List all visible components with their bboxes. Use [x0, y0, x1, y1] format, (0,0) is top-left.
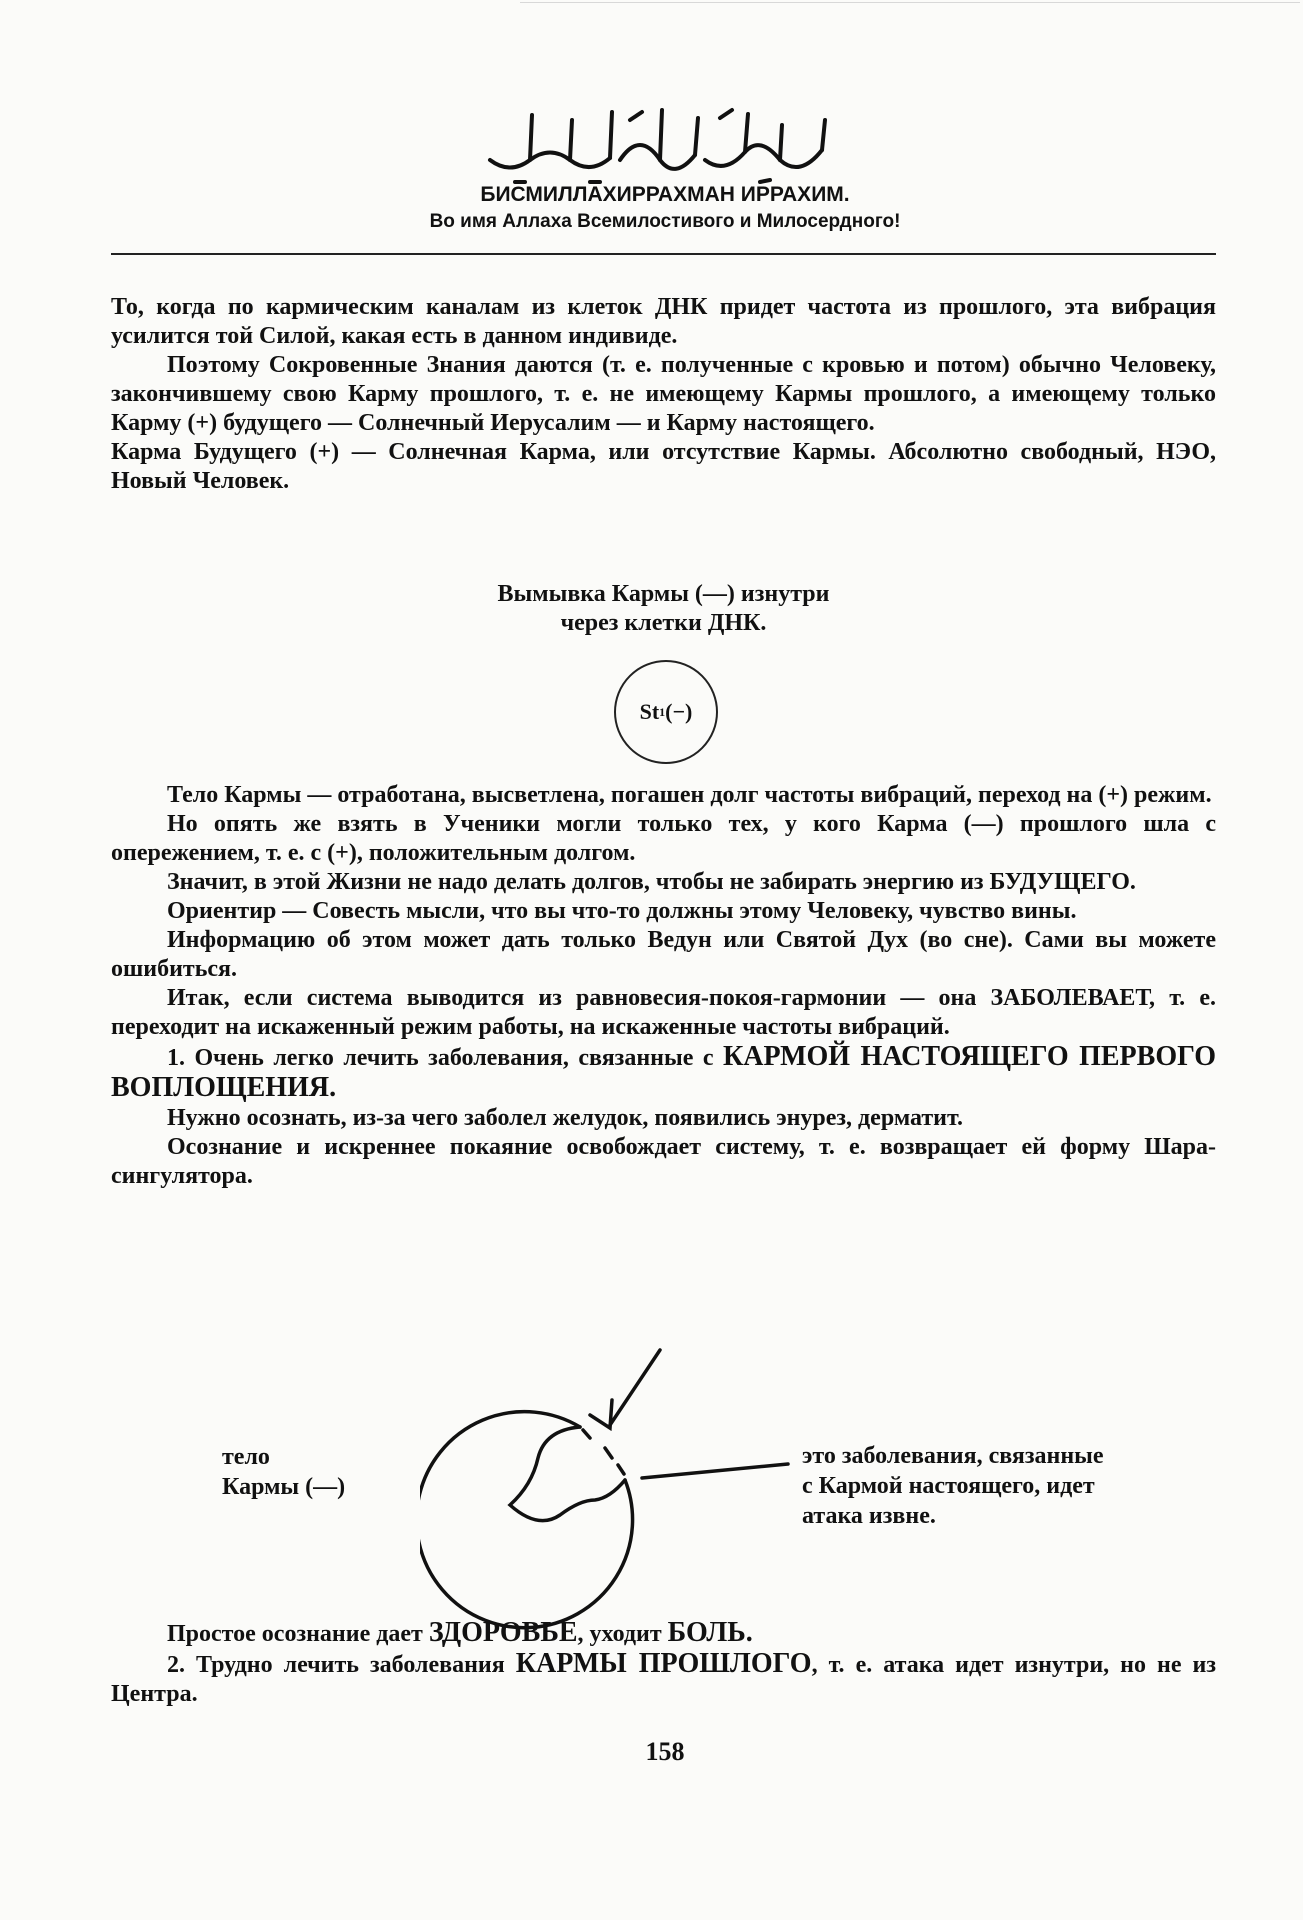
section-subheading	[111, 580, 1216, 638]
circle-label-base: St	[639, 699, 660, 724]
paragraph: Но опять же взять в Ученики могли только тех, у кого Карма (—) прошлого шла с опережением, т. е. с (+), положительным долгом.	[111, 811, 1216, 866]
diagram-label-right	[802, 1441, 1104, 1531]
paragraph: То, когда по кармическим каналам из клеток ДНК придет частота из прошлого, эта вибрация усилится той Силой, какая есть в данном индивиде.	[111, 294, 1216, 349]
section-1	[111, 293, 1216, 496]
text-run: , т. е. атака идет изнутри, но не из Центра.	[111, 1652, 1216, 1707]
bismillah-calligraphy-icon	[470, 90, 840, 190]
dashed-gap	[583, 1430, 590, 1438]
emphasis-text: ЗДОРОВЬЕ	[428, 1617, 578, 1648]
paragraph: Карма Будущего (+) — Солнечная Карма, или отсутствие Кармы. Абсолютно свободный, НЭО, Новый Человек.	[111, 439, 1216, 494]
paragraph	[111, 1649, 1216, 1709]
karma-attack-diagram	[420, 1340, 840, 1630]
diagram-label-left	[222, 1442, 345, 1502]
section-2	[111, 781, 1216, 1191]
paragraph: Итак, если система выводится из равновесия-покоя-гармонии — она ЗАБОЛЕВАЕТ, т. е. переходит на искаженный режим работы, на искаженные частоты вибраций.	[111, 985, 1216, 1040]
st1-circle	[614, 660, 718, 764]
paragraph	[111, 1618, 1216, 1649]
page-number: 158	[645, 1737, 685, 1766]
paragraph: Тело Кармы — отработана, высветлена, погашен долг частоты вибраций, переход на (+) режим.	[167, 782, 1212, 808]
leader-line	[642, 1464, 788, 1478]
text-run: Простое осознание дает	[167, 1621, 429, 1647]
paragraph	[111, 1042, 1216, 1104]
paragraph: Значит, в этой Жизни не надо делать долгов, чтобы не забирать энергию из БУДУЩЕГО.	[167, 869, 1136, 895]
paragraph: Ориентир — Совесть мысли, что вы что-то должны этому Человеку, чувство вины.	[167, 898, 1077, 924]
circle-label-sub: 1	[659, 704, 666, 719]
header-subtitle: Во имя Аллаха Всемилостивого и Милосердного!	[429, 211, 901, 232]
paragraph: Поэтому Сокровенные Знания даются (т. е. полученные с кровью и потом) обычно Человеку, закончившему свою Карму прошлого, т. е. не имеющему Кармы прошлого, а имеющему только Карму (+) будущего — Солнечный Иерусалим — и Карму настоящего.	[111, 352, 1216, 436]
emphasis-text: КАРМЫ ПРОШЛОГО	[515, 1648, 812, 1679]
header-rule	[111, 253, 1216, 255]
inner-bite-curve	[510, 1427, 625, 1521]
label-line: тело	[222, 1444, 270, 1470]
text-run: 2. Трудно лечить заболевания	[167, 1652, 516, 1678]
section-3	[111, 1618, 1216, 1709]
paragraph: Нужно осознать, из-за чего заболел желудок, появились энурез, дерматит.	[167, 1105, 963, 1131]
emphasis-text: КАРМОЙ НАСТОЯЩЕГО ПЕРВОГО ВОПЛОЩЕНИЯ.	[111, 1041, 1216, 1103]
paragraph: Информацию об этом может дать только Ведун или Святой Дух (во сне). Сами вы можете ошибиться.	[111, 927, 1216, 982]
label-line: с Кармой настоящего, идет	[802, 1473, 1095, 1499]
text-run: 1. Очень легко лечить заболевания, связанные с	[167, 1045, 723, 1071]
subheading-line: Вымывка Кармы (—) изнутри	[497, 581, 830, 607]
emphasis-text: БОЛЬ.	[667, 1617, 753, 1648]
label-line: атака извне.	[802, 1503, 936, 1529]
header-title: БИСМИЛЛАХИРРАХМАН ИРРАХИМ.	[480, 183, 850, 206]
label-line: Кармы (—)	[222, 1474, 346, 1500]
pointer-arrow-line	[610, 1350, 660, 1425]
circle-label-suffix: (−)	[665, 699, 693, 724]
scan-edge-line	[520, 2, 1300, 3]
paragraph: Осознание и искреннее покаяние освобождает систему, т. е. возвращает ей форму Шара-сингулятора.	[111, 1134, 1216, 1189]
pointer-arrow-head	[590, 1400, 612, 1428]
text-run: , уходит	[577, 1621, 668, 1647]
label-line: это заболевания, связанные	[802, 1443, 1104, 1469]
subheading-line: через клетки ДНК.	[560, 610, 767, 636]
karma-body-circle	[420, 1412, 633, 1628]
